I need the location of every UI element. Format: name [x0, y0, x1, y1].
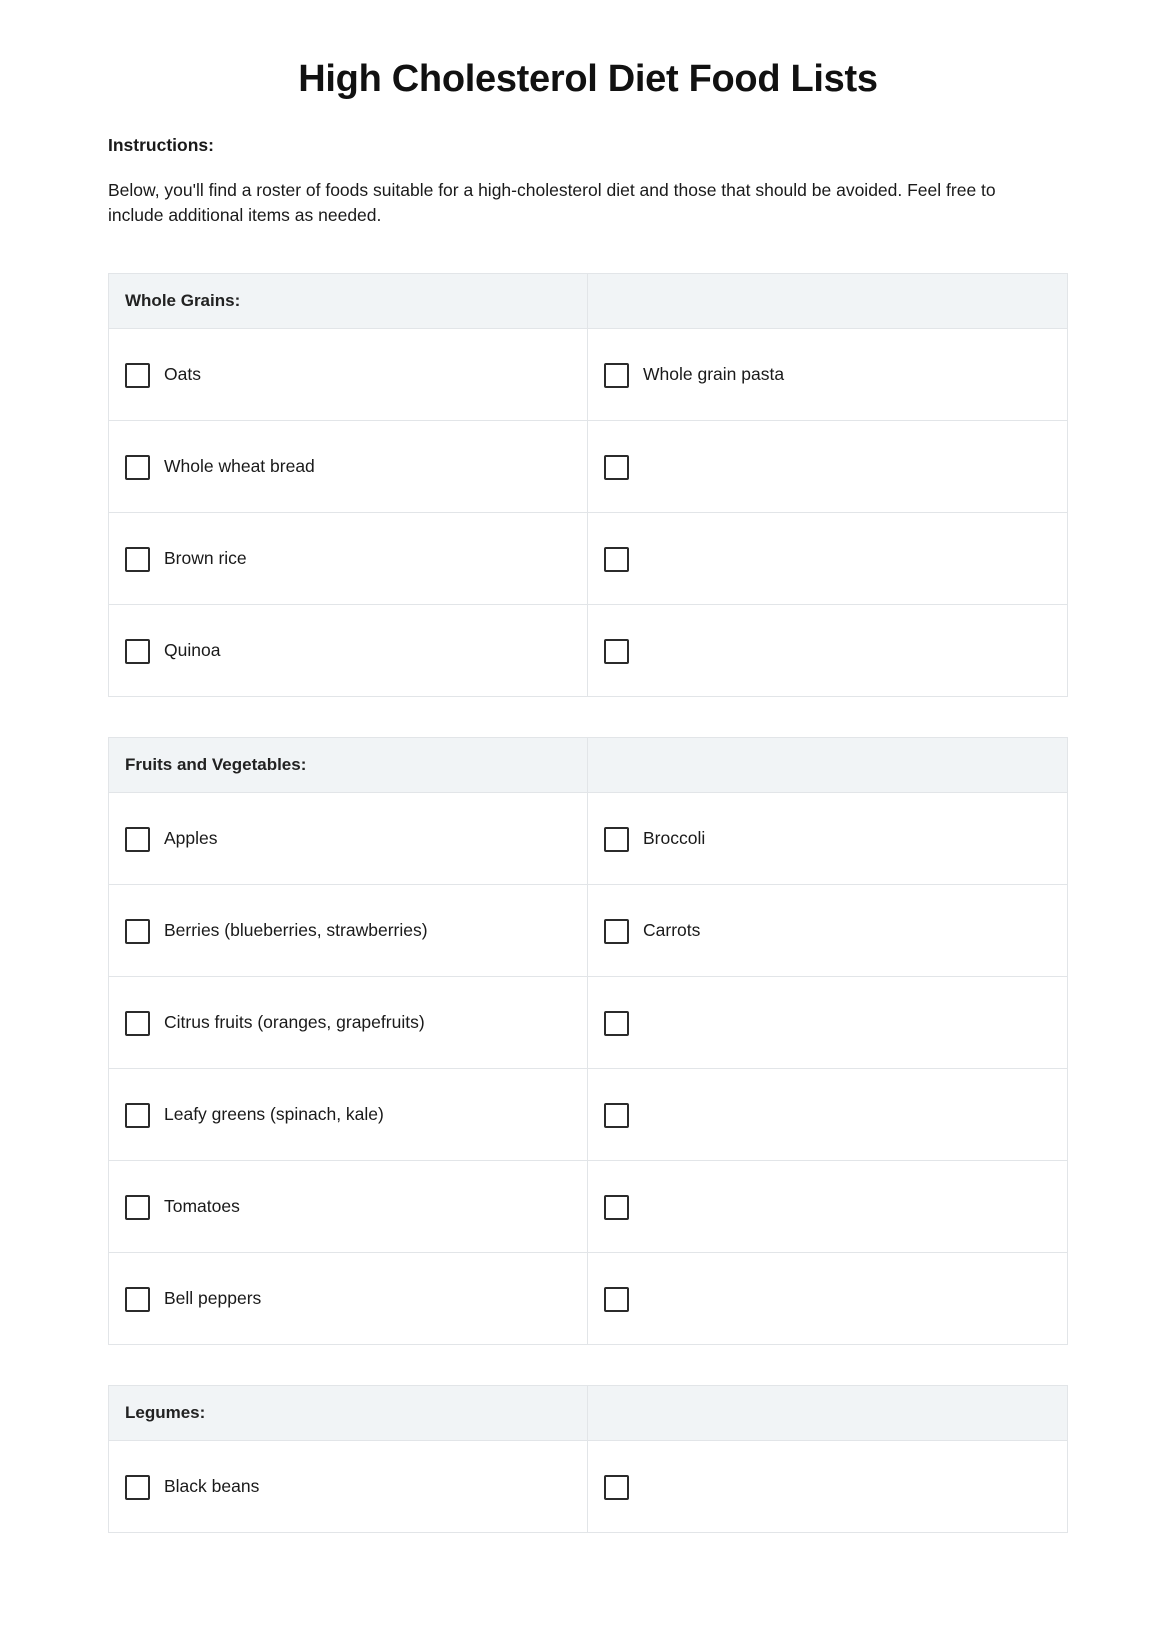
checklist-cell: [588, 605, 1067, 696]
checklist-cell: [109, 605, 588, 696]
item-label: Brown rice: [164, 547, 247, 568]
checkbox[interactable]: [125, 827, 150, 852]
checkbox[interactable]: [125, 1195, 150, 1220]
table-row: [109, 329, 1067, 421]
checkbox[interactable]: [604, 1195, 629, 1220]
checkbox[interactable]: [125, 455, 150, 480]
checkbox[interactable]: [604, 455, 629, 480]
checklist-cell: [588, 977, 1067, 1068]
checkbox[interactable]: [604, 1011, 629, 1036]
checkbox[interactable]: [125, 639, 150, 664]
item-label: Broccoli: [643, 827, 706, 848]
section-title: Legumes:: [109, 1386, 588, 1440]
table-row: [109, 513, 1067, 605]
checklist-cell: [109, 513, 588, 604]
page-title: High Cholesterol Diet Food Lists: [298, 58, 878, 100]
item-label: Carrots: [643, 919, 701, 940]
section-fruits-and-vegetables: [108, 737, 1068, 1345]
item-label: Apples: [164, 827, 218, 848]
checklist-cell: [588, 1441, 1067, 1532]
checklist-cell: [588, 421, 1067, 512]
checklist-cell: [588, 1069, 1067, 1160]
checklist-cell: [588, 793, 1067, 884]
item-label: Whole grain pasta: [643, 363, 785, 384]
checkbox[interactable]: [125, 1103, 150, 1128]
checklist-cell: [109, 1069, 588, 1160]
section-whole-grains: [108, 273, 1068, 697]
checklist-cell: [109, 329, 588, 420]
checkbox[interactable]: [604, 363, 629, 388]
checklist-cell: [588, 329, 1067, 420]
checkbox[interactable]: [125, 1287, 150, 1312]
item-label: Bell peppers: [164, 1287, 262, 1308]
checkbox[interactable]: [125, 363, 150, 388]
section-title: Fruits and Vegetables:: [109, 738, 588, 792]
item-label: Citrus fruits (oranges, grapefruits): [164, 1011, 425, 1032]
table-row: [109, 1253, 1067, 1345]
checkbox[interactable]: [604, 547, 629, 572]
section-title-right: [588, 738, 1067, 792]
checkbox[interactable]: [125, 547, 150, 572]
checkbox[interactable]: [604, 1287, 629, 1312]
section-title-right: [588, 1386, 1067, 1440]
checkbox[interactable]: [125, 1475, 150, 1500]
table-row: [109, 421, 1067, 513]
section-header: [109, 274, 1067, 329]
checklist-cell: [588, 513, 1067, 604]
checklist-cell: [109, 1253, 588, 1344]
checklist-cell: [588, 1253, 1067, 1344]
table-row: [109, 605, 1067, 697]
checkbox[interactable]: [604, 1103, 629, 1128]
checkbox[interactable]: [125, 1011, 150, 1036]
checklist-cell: [109, 421, 588, 512]
item-label: Quinoa: [164, 639, 221, 660]
checklist-cell: [109, 977, 588, 1068]
table-row: [109, 793, 1067, 885]
table-row: [109, 1069, 1067, 1161]
instructions-label: Instructions:: [108, 135, 214, 155]
section-title-right: [588, 274, 1067, 328]
item-label: Berries (blueberries, strawberries): [164, 919, 428, 940]
item-label: Oats: [164, 363, 201, 384]
section-header: [109, 738, 1067, 793]
checklist-cell: [588, 885, 1067, 976]
section-header: [109, 1386, 1067, 1441]
checkbox[interactable]: [604, 919, 629, 944]
item-label: Leafy greens (spinach, kale): [164, 1103, 384, 1124]
table-row: [109, 1161, 1067, 1253]
item-label: Whole wheat bread: [164, 455, 315, 476]
table-row: [109, 1441, 1067, 1533]
table-row: [109, 977, 1067, 1069]
checkbox[interactable]: [604, 639, 629, 664]
checklist-cell: [109, 1161, 588, 1252]
checkbox[interactable]: [604, 827, 629, 852]
checklist-cell: [109, 793, 588, 884]
instructions-text: Below, you'll find a roster of foods suitable for a high-cholesterol diet and those that should be avoided. Feel free to include additional items as needed.: [108, 180, 996, 226]
item-label: Black beans: [164, 1475, 260, 1496]
section-title: Whole Grains:: [109, 274, 588, 328]
checkbox[interactable]: [604, 1475, 629, 1500]
checklist-cell: [109, 1441, 588, 1532]
table-row: [109, 885, 1067, 977]
section-legumes: [108, 1385, 1068, 1533]
checklist-cell: [109, 885, 588, 976]
checklist-cell: [588, 1161, 1067, 1252]
checkbox[interactable]: [125, 919, 150, 944]
item-label: Tomatoes: [164, 1195, 240, 1216]
